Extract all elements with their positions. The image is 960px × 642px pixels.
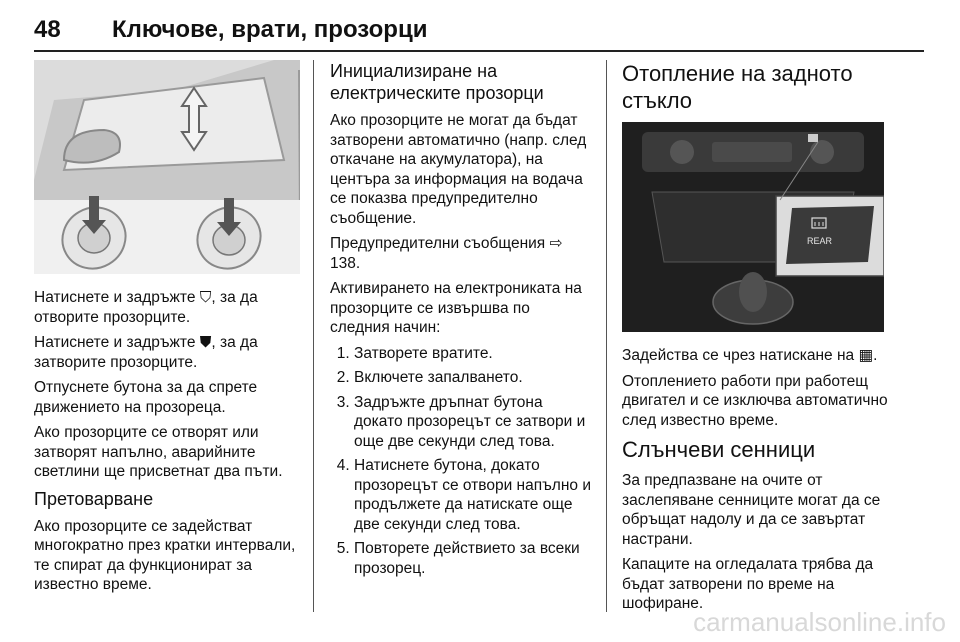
window-switch-illustration <box>34 60 300 274</box>
sun-visors-heading: Слънчеви сенници <box>622 437 816 462</box>
rear-heating-illustration <box>622 122 884 332</box>
release-button-text: Отпуснете бутона за да спрете движението на прозореца. <box>34 379 258 416</box>
column-divider <box>313 60 314 612</box>
header-rule <box>34 50 924 52</box>
chapter-title: Ключове, врати, прозорци <box>112 16 428 43</box>
column-3 <box>622 60 894 620</box>
close-windows-text: Натиснете и задръжте ⛊, за да затворите прозорците. <box>34 334 258 371</box>
sun-visors-text: За предпазване на очите от заслепяване сенниците могат да се обръщат надолу и да се завъртат настрани. <box>622 472 881 548</box>
hazard-lights-text: Ако прозорците се отворят или затворят напълно, аварийните светлини ще присветнат два пъти. <box>34 424 283 480</box>
open-windows-text: Натиснете и задръжте ⛉, за да отворите прозорците. <box>34 289 258 326</box>
car-door-window-icon <box>34 60 300 274</box>
page-header <box>34 16 924 50</box>
page-number: 48 <box>34 16 61 43</box>
watermark: carmanualsonline.info <box>693 607 946 637</box>
init-steps-list <box>330 344 592 579</box>
list-item: 4. Натиснете бутона, докато прозорецът се отвори напълно и продължете да натискате още две секунди след това. <box>354 456 592 534</box>
rear-heating-operation-text: Отоплението работи при работещ двигател и се изключва автоматично след известно време. <box>622 372 888 429</box>
list-item: 2. Включете запалването. <box>354 368 592 388</box>
warning-messages-ref: Предупредителни съобщения ⇨ 138. <box>330 235 563 272</box>
column-divider <box>606 60 607 612</box>
rear-heating-activation-text: Задействa се чрез натискане на ▦. <box>622 347 878 364</box>
overload-heading: Претоварване <box>34 488 154 509</box>
rear-button-label: REAR <box>807 236 833 246</box>
column-1 <box>34 60 300 601</box>
mirror-covers-text: Капаците на огледалата трябва да бъдат затворени по време на шофиране. <box>622 556 874 612</box>
init-intro-text: Ако прозорците не могат да бъдат затворени автоматично (напр. след откачане на акумулатора), на центъра за информация на водача се показва предупредително съобщение. <box>330 112 587 227</box>
dashboard-console-icon <box>622 122 884 332</box>
rear-heating-heading: Отопление на задното стъкло <box>622 61 853 113</box>
init-windows-heading: Инициализиране на електрическите прозорци <box>330 61 544 103</box>
list-item: 3. Задръжте дръпнат бутона докато прозорецът се затвори и още две секунди след това. <box>354 393 592 452</box>
overload-text: Ако прозорците се задействат многократно през кратки интервали, те спират да функционират за известно време. <box>34 517 296 593</box>
column-2 <box>330 60 592 584</box>
list-item: 5. Повторете действието за всеки прозорец. <box>354 539 592 578</box>
activation-intro-text: Активирането на електрониката на прозорците се извършва по следния начин: <box>330 280 582 336</box>
list-item: 1. Затворете вратите. <box>354 344 592 364</box>
